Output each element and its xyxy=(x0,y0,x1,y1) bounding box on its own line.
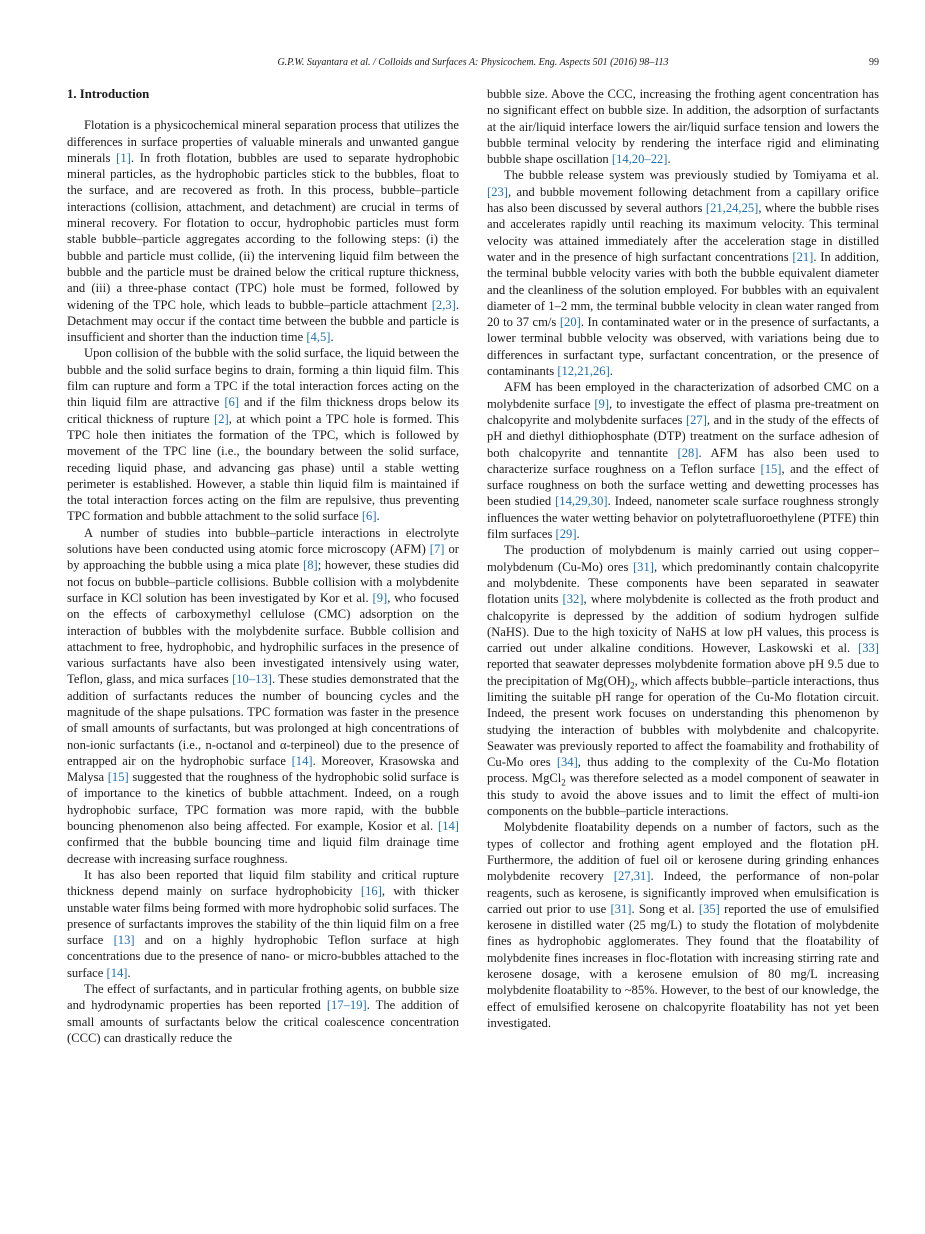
paragraph xyxy=(487,542,879,819)
text-run: . In froth flotation, bubbles are used to separate hydrophobic mineral particles, as the hydrophobic particles stick to the bubbles, float to the surface, and are recovered as froth. In this process, bubble–particle interactions (collision, attachment, and detachment) are crucial in terms of mineral recovery. For flotation to occur, hydrophobic particles must form stable bubble–particle aggregates according to the following steps: (i) the bubble and particle must collide, (ii) the intervening liquid film between the bubble and the particle must be drained below the critical rupture thickness, and (iii) a three-phase contact (TPC) hole must be formed, followed by widening of the TPC hole, which leads to bubble–particle attachment xyxy=(67,150,459,312)
text-run: It has also been reported that liquid film stability and critical rupture thickness depend mainly on surface hydrophobicity xyxy=(67,867,459,899)
text-run: . xyxy=(609,364,613,379)
text-run: reported the use of emulsified kerosene in distilled water (25 mg/L) to study the flotation of molybdenite fines as hydrophobic agglomerates. They found that the floatability of molybdenite fines increases in floc-flotation with increasing stirring rate and kerosene dosage, with a kerosene emulsion of 80 mg/L increasing molybdenite floatability to ~85%. However, to the best of our knowledge, the effect of emulsified kerosene on chalcopyrite floatability has not yet been investigated. xyxy=(487,901,879,1030)
paragraph xyxy=(67,867,459,981)
text-run: , with thicker unstable water films being formed with more hydrophobic solid surfaces. The presence of surfactants improves the stability of the thin liquid film on a free surface xyxy=(67,884,459,948)
citation-link[interactable]: [21] xyxy=(792,249,814,264)
citation-link[interactable]: [31] xyxy=(610,901,632,916)
paragraph-continued xyxy=(487,86,879,167)
citation-link[interactable]: [20] xyxy=(559,315,581,330)
citation-link[interactable]: [2,3] xyxy=(431,297,456,312)
citation-link[interactable]: [14] xyxy=(438,819,459,834)
text-run: was therefore selected as a model component of seawater in this study to avoid the above issues and to limit the effect of multi-ion components on the bubble–particle interactions. xyxy=(487,771,879,819)
text-run: , which predominantly contain chalcopyrite and molybdenite. These components have been separated in seawater flotation units xyxy=(487,559,879,607)
text-run: Upon collision of the bubble with the solid surface, the liquid between the bubble and the solid surface begins to drain, forming a thin liquid film. This film can rupture and form a TPC if the total interaction forces acting on the thin liquid film are attractive xyxy=(67,346,459,410)
text-run: , to investigate the effect of plasma pre-treatment on chalcopyrite and molybdenite surfaces xyxy=(487,396,880,427)
subscript: 2 xyxy=(630,680,635,691)
citation-link[interactable]: [1] xyxy=(116,150,131,165)
citation-link[interactable]: [16] xyxy=(360,884,382,899)
citation-link[interactable]: [14] xyxy=(106,965,128,980)
citation-link[interactable]: [27] xyxy=(685,412,707,427)
text-run: . AFM has also been used to characterize surface roughness on a Teflon surface xyxy=(487,445,879,476)
citation-link[interactable]: [9] xyxy=(372,590,388,605)
citation-link[interactable]: [4,5] xyxy=(306,330,331,345)
text-run: confirmed that the bubble bouncing time and liquid film drainage time decrease with increasing surface roughness. xyxy=(67,835,459,866)
text-run: Molybdenite floatability depends on a number of factors, such as the types of collector and frothing agent employed and the flotation pH. Furthermore, the addition of fuel oil or kerosene during grinding enhances molybdenite recovery xyxy=(487,820,879,884)
left-column xyxy=(67,86,459,1046)
citation-link[interactable]: [17–19] xyxy=(326,998,367,1013)
text-run: AFM has been employed in the characterization of adsorbed CMC on a molybdenite surface xyxy=(487,380,879,411)
text-run: , and in the study of the effects of pH and diethyl dithiophosphate (DTP) treatment on the surface adhesion of both chalcopyrite and tennantite xyxy=(487,412,880,460)
text-run: and if the film thickness drops below its critical thickness of rupture xyxy=(67,395,460,426)
citation-link[interactable]: [14,20–22] xyxy=(611,152,668,167)
citation-link[interactable]: [29] xyxy=(555,527,577,542)
text-run: , where molybdenite is collected as the froth product and chalcopyrite is depressed by the addition of sodium hydrogen sulfide (NaHS). Due to the high toxicity of NaHS at low pH values, this process is carried out under alkaline conditions. However, Laskowski et al. xyxy=(487,592,879,656)
citation-link[interactable]: [12,21,26] xyxy=(557,364,610,379)
running-title: G.P.W. Suyantara et al. / Colloids and Surfaces A: Physicochem. Eng. Aspects 501 (2016) 98–113 xyxy=(277,57,669,68)
citation-link[interactable]: [34] xyxy=(556,755,578,770)
paragraph xyxy=(67,345,459,524)
text-run: . xyxy=(376,509,380,524)
citation-link[interactable]: [9] xyxy=(594,396,610,411)
text-run: , who focused on the effects of carboxymethyl cellulose (CMC) adsorption on the interaction of bubbles with the molybdenite surface. Bubble collision and attachment to free, hydrophobic, and hydrophilic surfaces in the presence of various surfactants have also been investigated intensively using water, Teflon, glass, and mica surfaces xyxy=(67,590,459,687)
running-header xyxy=(67,57,879,71)
citation-link[interactable]: [8] xyxy=(303,558,318,573)
text-run: . xyxy=(667,152,671,167)
text-run: The bubble release system was previously studied by Tomiyama et al. xyxy=(504,168,879,183)
text-run: The effect of surfactants, and in particular frothing agents, on bubble size and hydrodynamic properties has been reported xyxy=(67,982,459,1013)
text-run: ; however, these studies did not focus on bubble–particle collisions. Bubble collision with a molybdenite surface in KCl solution has been investigated by Kor et al. xyxy=(67,558,459,605)
text-run: . In contaminated water or in the presence of surfactants, a lower terminal bubble velocity was observed, with variations being due to differences in surfactant type, surfactant concentration, or the presence of contaminants xyxy=(487,315,879,379)
paragraph xyxy=(67,981,459,1046)
text-run: , at which point a TPC hole is formed. This TPC hole then initiates the formation of the TPC, which is followed by movement of the TPC line (i.e., the boundary between the solid surface, receding liquid phase, and advancing gas phase) until a stable wetting perimeter is established. However, a stable thin liquid film is maintained if the total interaction forces acting on the film are repulsive, thus preventing TPC formation and bubble attachment to the solid surface xyxy=(67,411,459,524)
text-run: . Moreover, Krasowska and Malysa xyxy=(67,753,459,785)
right-column xyxy=(487,86,879,1031)
citation-link[interactable]: [27,31] xyxy=(613,869,651,884)
text-run: The production of molybdenum is mainly carried out using copper–molybdenum (Cu-Mo) ores xyxy=(487,543,879,574)
text-run: and on a highly hydrophobic Teflon surface at high concentrations due to the presence of nano- or micro-bubbles attached to the surface xyxy=(67,933,459,980)
text-run: . Indeed, the performance of non-polar reagents, such as kerosene, is significantly improved when emulsification is carried out prior to use xyxy=(487,869,879,916)
subscript: 2 xyxy=(561,777,566,788)
citation-link[interactable]: [2] xyxy=(214,411,229,426)
citation-link[interactable]: [23] xyxy=(487,184,508,199)
citation-link[interactable]: [7] xyxy=(429,542,445,557)
citation-link[interactable]: [14,29,30] xyxy=(555,494,608,509)
text-run: reported that seawater depresses molybdenite formation above pH 9.5 due to the precipitation of Mg(OH) xyxy=(487,657,879,688)
text-run: A number of studies into bubble–particle interactions in electrolyte solutions have been conducted using atomic force microscopy (AFM) xyxy=(67,525,459,557)
citation-link[interactable]: [33] xyxy=(858,641,879,656)
text-run: bubble size. Above the CCC, increasing the frothing agent concentration has no significant effect on bubble size. In addition, the adsorption of surfactants at the air/liquid interface lowers the air/liquid surface tension and lowers the bubble terminal velocity by rendering the interface rigid and eliminating bubble shape oscillation xyxy=(487,87,879,167)
text-run: suggested that the roughness of the hydrophobic solid surface is of importance to the kinetics of bubble attachment. Indeed, on a rough hydrophobic surface, TPC formation was more rapid, with the bubble bouncing phenomenon also being affected. For example, Kosior et al. xyxy=(67,770,459,834)
text-run: . Indeed, nanometer scale surface roughness strongly influences the water wetting behavior on polytetrafluoroethylene (PTFE) thin film surfaces xyxy=(487,494,879,542)
citation-link[interactable]: [35] xyxy=(698,901,720,916)
paragraph xyxy=(487,379,879,542)
text-run: . The addition of small amounts of surfactants below the critical coalescence concentration (CCC) can drastically reduce the xyxy=(67,998,459,1045)
paragraph xyxy=(67,525,459,867)
text-run: , and bubble movement following detachment from a capillary orifice has also been discussed by several authors xyxy=(487,184,879,216)
text-run: . xyxy=(330,330,334,345)
citation-link[interactable]: [13] xyxy=(113,933,135,948)
citation-link[interactable]: [15] xyxy=(107,770,129,785)
text-run: . xyxy=(127,965,131,980)
text-run: , which affects bubble–particle interactions, thus limiting the suitable pH range for operation of the Cu-Mo flotation circuit. Indeed, the present work focuses on understanding this phenomenon by studying the interaction of bubbles with molybdenite and chalcopyrite. Seawater was previously reported to affect the foamability and frothability of Cu-Mo ores xyxy=(487,673,879,770)
text-run: , where the bubble rises and accelerates rapidly until reaching its maximum velocity. This terminal velocity was attained immediately after the acceleration stage in distilled water and in the presence of high surfactant concentrations xyxy=(487,201,879,264)
paragraph xyxy=(67,117,459,345)
citation-link[interactable]: [28] xyxy=(677,445,699,460)
page-number: 99 xyxy=(869,57,879,68)
text-run: or by approaching the bubble using a mica plate xyxy=(67,542,459,573)
citation-link[interactable]: [6] xyxy=(361,509,377,524)
citation-link[interactable]: [15] xyxy=(760,461,782,476)
text-run: . These studies demonstrated that the addition of surfactants reduces the number of bouncing cycles and the magnitude of the shape pulsations. TPC formation was faster in the presence of small amounts of surfactants, but was prolonged at high concentrations of non-ionic surfactants (i.e., n-octanol and α-terpineol) due to the presence of entrapped air on the hydrophobic surface xyxy=(67,672,459,768)
text-run: . Detachment may occur if the contact time between the bubble and particle is insufficient and shorter than the induction time xyxy=(67,297,459,345)
section-heading: 1. Introduction xyxy=(67,87,150,101)
text-run: Flotation is a physicochemical mineral separation process that utilizes the differences in surface properties of valuable minerals and unwanted gangue minerals xyxy=(67,118,459,165)
citation-link[interactable]: [21,24,25] xyxy=(705,201,759,216)
citation-link[interactable]: [14] xyxy=(291,753,313,768)
text-run: . Song et al. xyxy=(631,901,699,916)
text-run: . In addition, the terminal bubble velocity varies with both the bubble equivalent diameter and the cleanliness of the solution employed. For bubbles with an equivalent diameter of 1–2 mm, the terminal bubble velocity in clean water ranged from 20 to 37 cm/s xyxy=(487,249,880,330)
citation-link[interactable]: [6] xyxy=(224,395,240,410)
text-run: , and the effect of surface roughness on both the surface wetting and dewetting processes has been studied xyxy=(487,461,880,509)
citation-link[interactable]: [31] xyxy=(632,559,654,574)
citation-link[interactable]: [10–13] xyxy=(232,672,272,687)
citation-link[interactable]: [32] xyxy=(562,592,584,607)
paragraph xyxy=(487,167,879,379)
text-run: , thus adding to the complexity of the Cu-Mo flotation process. MgCl xyxy=(487,755,879,786)
paragraph xyxy=(487,819,879,1031)
text-run: . xyxy=(576,527,580,542)
